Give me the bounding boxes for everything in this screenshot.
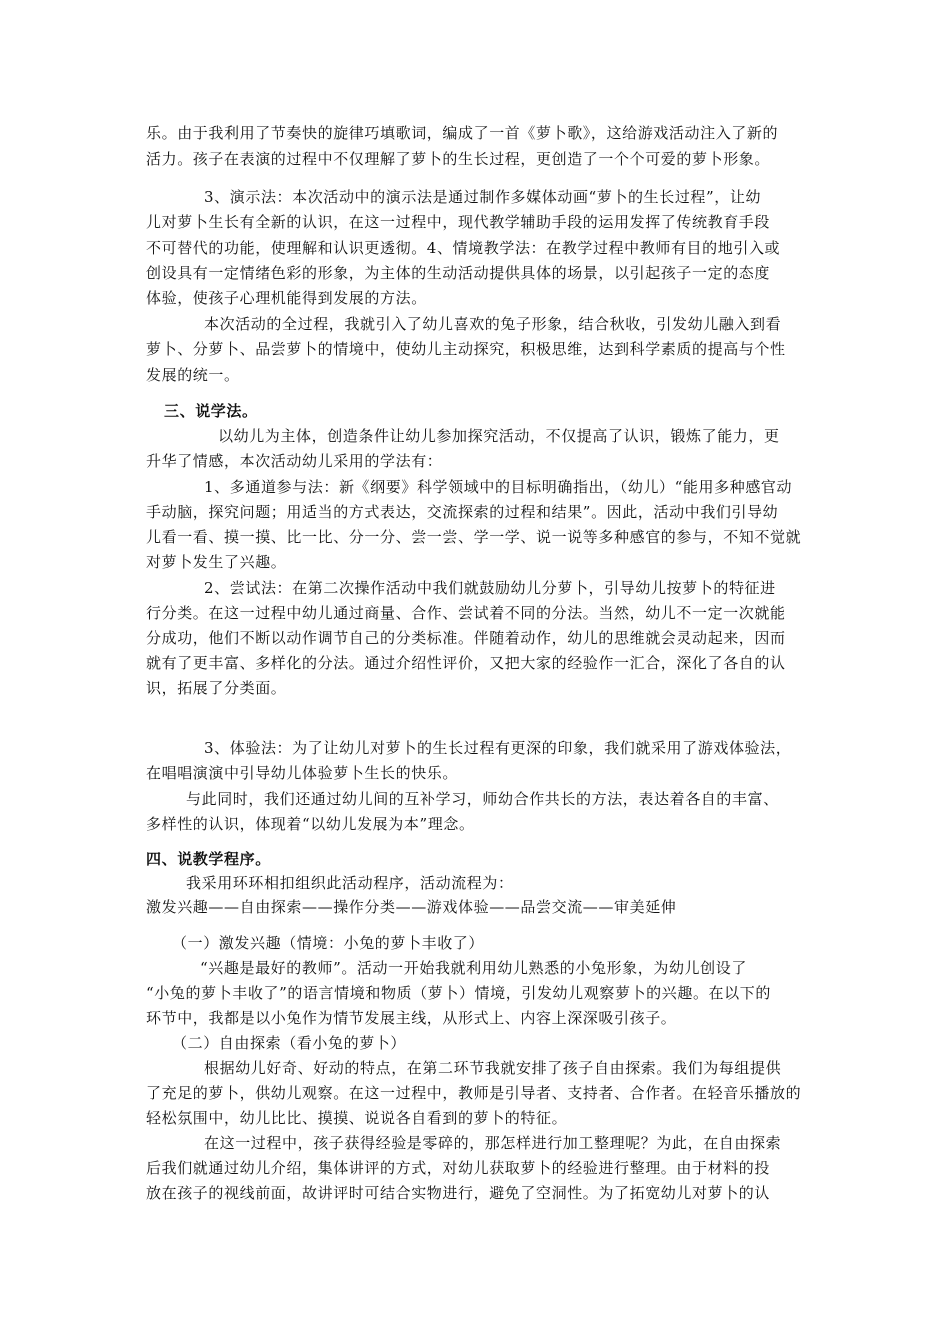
paragraph-line: 乐。由于我利用了节奏快的旋律巧填歌词，编成了一首《萝卜歌》，这给游戏活动注入了新的 [146,124,779,142]
paragraph-line: 就有了更丰富、多样化的分法。通过介绍性评价，又把大家的经验作一汇合，深化了各自的认 [146,654,786,672]
paragraph-line: 我采用环环相扣组织此活动程序，活动流程为： [186,874,514,892]
paragraph-line: “兴趣是最好的教师”。活动一开始我就利用幼儿熟悉的小兔形象，为幼儿创设了 [200,959,747,977]
paragraph-line: 创设具有一定情绪色彩的形象，为主体的生动活动提供具体的场景，以引起孩子一定的态度 [146,264,771,282]
paragraph-line: 不可替代的功能，使理解和认识更透彻。4、情境教学法：在教学过程中教师有目的地引入或 [146,239,781,257]
flow-line: 激发兴趣——自由探索——操作分类——游戏体验——品尝交流——审美延伸 [146,898,677,916]
paragraph-line: 多样性的认识，体现着“以幼儿发展为本”理念。 [146,815,475,833]
paragraph-line: 在唱唱演演中引导幼儿体验萝卜生长的快乐。 [146,764,459,782]
subsection-heading: （一）激发兴趣（情境：小兔的萝卜丰收了） [172,934,485,952]
paragraph-line: 轻松氛围中，幼儿比比、摸摸、说说各自看到的萝卜的特征。 [146,1109,568,1127]
paragraph-line: 体验，使孩子心理机能得到发展的方法。 [146,289,427,307]
paragraph-line: 本次活动的全过程，我就引入了幼儿喜欢的兔子形象，结合秋收，引发幼儿融入到看 [204,315,782,333]
paragraph-line: 放在孩子的视线前面，故讲评时可结合实物进行，避免了空洞性。为了拓宽幼儿对萝卜的认 [146,1184,771,1202]
paragraph-line: 3、体验法：为了让幼儿对萝卜的生长过程有更深的印象，我们就采用了游戏体验法， [204,739,792,757]
paragraph-line: 在这一过程中，孩子获得经验是零碎的，那怎样进行加工整理呢？为此，在自由探索 [204,1134,782,1152]
paragraph-line: 儿看一看、摸一摸、比一比、分一分、尝一尝、学一学、说一说等多种感官的参与，不知不觉就 [146,528,802,546]
paragraph-line: 3、演示法：本次活动中的演示法是通过制作多媒体动画“萝卜的生长过程”，让幼 [204,188,762,206]
paragraph-line: 行分类。在这一过程中幼儿通过商量、合作、尝试着不同的分法。当然，幼儿不一定一次就能 [146,604,786,622]
paragraph-line: 以幼儿为主体，创造条件让幼儿参加探究活动，不仅提高了认识，锻炼了能力，更 [218,427,780,445]
paragraph-line: 萝卜、分萝卜、品尝萝卜的情境中，使幼儿主动探究，积极思维，达到科学素质的提高与个性 [146,340,786,358]
section-heading: 三、说学法。 [164,402,258,420]
section-heading: 四、说教学程序。 [146,850,271,868]
paragraph-line: 了充足的萝卜，供幼儿观察。在这一过程中，教师是引导者、支持者、合作者。在轻音乐播放的 [146,1084,802,1102]
paragraph-line: “小兔的萝卜丰收了”的语言情境和物质（萝卜）情境，引发幼儿观察萝卜的兴趣。在以下的 [146,984,771,1002]
paragraph-line: 手动脑，探究问题；用适当的方式表达，交流探索的过程和结果”。因此，活动中我们引导幼 [146,503,779,521]
paragraph-line: 2、尝试法：在第二次操作活动中我们就鼓励幼儿分萝卜，引导幼儿按萝卜的特征进 [204,579,776,597]
paragraph-line: 环节中，我都是以小兔作为情节发展主线，从形式上、内容上深深吸引孩子。 [146,1009,677,1027]
paragraph-line: 发展的统一。 [146,366,240,384]
paragraph-line: 活力。孩子在表演的过程中不仅理解了萝卜的生长过程，更创造了一个个可爱的萝卜形象。 [146,150,771,168]
paragraph-line: 识，拓展了分类面。 [146,679,287,697]
paragraph-line: 与此同时，我们还通过幼儿间的互补学习，师幼合作共长的方法，表达着各自的丰富、 [186,790,779,808]
paragraph-line: 1、多通道参与法：新《纲要》科学领域中的目标明确指出，（幼儿）“能用多种感官动 [204,478,793,496]
paragraph-line: 升华了情感，本次活动幼儿采用的学法有： [146,452,443,470]
paragraph-line: 根据幼儿好奇、好动的特点，在第二环节我就安排了孩子自由探索。我们为每组提供 [204,1059,782,1077]
paragraph-line: 儿对萝卜生长有全新的认识，在这一过程中，现代教学辅助手段的运用发挥了传统教育手段 [146,213,771,231]
subsection-heading: （二）自由探索（看小兔的萝卜） [172,1034,407,1052]
paragraph-line: 对萝卜发生了兴趣。 [146,553,287,571]
paragraph-line: 后我们就通过幼儿介绍，集体讲评的方式，对幼儿获取萝卜的经验进行整理。由于材料的投 [146,1159,771,1177]
paragraph-line: 分成功，他们不断以动作调节自己的分类标准。伴随着动作，幼儿的思维就会灵动起来，因而 [146,629,786,647]
